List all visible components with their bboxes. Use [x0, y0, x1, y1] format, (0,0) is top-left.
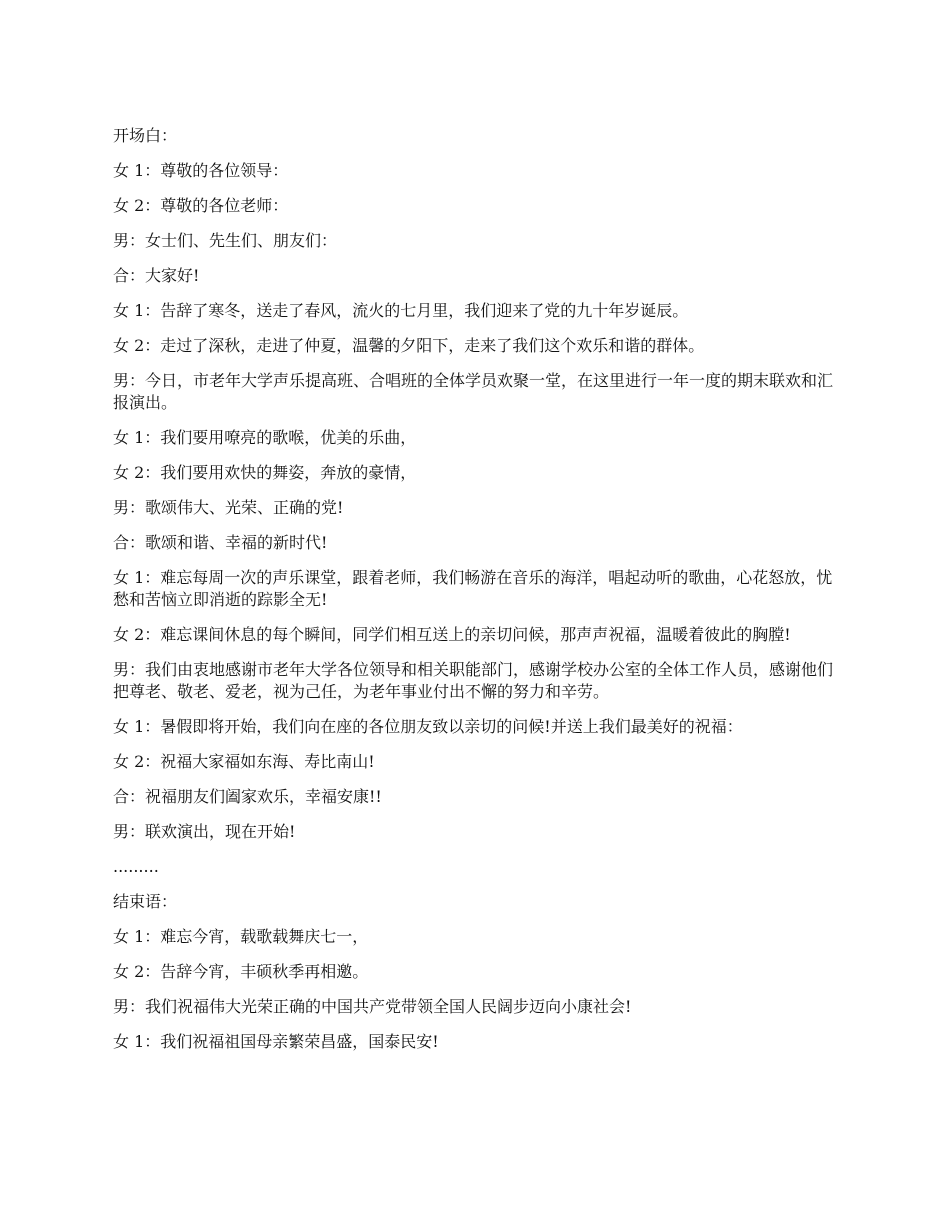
- dialogue-line: 女 2：告辞今宵，丰硕秋季再相邀。: [113, 962, 369, 981]
- dialogue-line: 男：联欢演出，现在开始!: [113, 822, 296, 841]
- dialogue-line: 女 1：难忘今宵，载歌载舞庆七一，: [113, 927, 369, 946]
- dialogue-line: 合：大家好!: [113, 266, 200, 285]
- dialogue-line: 男：我们由衷地感谢市老年大学各位领导和相关职能部门，感谢学校办公室的全体工作人员，感谢他们把尊老、敬老、爱老，视为己任，为老年事业付出不懈的努力和辛劳。: [113, 660, 834, 701]
- dialogue-line: 女 2：我们要用欢快的舞姿，奔放的豪情，: [113, 463, 417, 482]
- dialogue-line: 男：女士们、先生们、朋友们：: [113, 231, 338, 250]
- ellipsis-separator: .........: [113, 857, 159, 876]
- dialogue-line: 女 1：尊敬的各位领导：: [113, 161, 289, 180]
- dialogue-line: 合：祝福朋友们阖家欢乐，幸福安康!!: [113, 787, 382, 806]
- dialogue-line: 男：歌颂伟大、光荣、正确的党!: [113, 498, 344, 517]
- dialogue-line: 女 2：难忘课间休息的每个瞬间，同学们相互送上的亲切问候，那声声祝福，温暖着彼此的胸膛!: [113, 625, 791, 644]
- dialogue-line: 男：我们祝福伟大光荣正确的中国共产党带领全国人民阔步迈向小康社会!: [113, 997, 632, 1016]
- dialogue-line: 男：今日，市老年大学声乐提高班、合唱班的全体学员欢聚一堂，在这里进行一年一度的期末联欢和汇报演出。: [113, 371, 834, 412]
- dialogue-line: 女 1：难忘每周一次的声乐课堂，跟着老师，我们畅游在音乐的海洋，唱起动听的歌曲，心花怒放，忧愁和苦恼立即消逝的踪影全无!: [113, 568, 833, 609]
- closing-heading: 结束语：: [113, 892, 178, 911]
- dialogue-line: 女 1：我们祝福祖国母亲繁荣昌盛，国泰民安!: [113, 1032, 439, 1051]
- dialogue-line: 女 1：我们要用嘹亮的歌喉，优美的乐曲，: [113, 428, 417, 447]
- dialogue-line: 合：歌颂和谐、幸福的新时代!: [113, 533, 328, 552]
- dialogue-line: 女 1：告辞了寒冬，送走了春风，流火的七月里，我们迎来了党的九十年岁诞辰。: [113, 301, 689, 320]
- dialogue-line: 女 2：祝福大家福如东海、寿比南山!: [113, 752, 375, 771]
- dialogue-line: 女 2：尊敬的各位老师：: [113, 196, 289, 215]
- document-body: [113, 125, 841, 1066]
- dialogue-line: 女 1：暑假即将开始，我们向在座的各位朋友致以亲切的问候!并送上我们最美好的祝福：: [113, 717, 743, 736]
- opening-heading: 开场白：: [113, 126, 178, 145]
- dialogue-line: 女 2：走过了深秋，走进了仲夏，温馨的夕阳下，走来了我们这个欢乐和谐的群体。: [113, 336, 705, 355]
